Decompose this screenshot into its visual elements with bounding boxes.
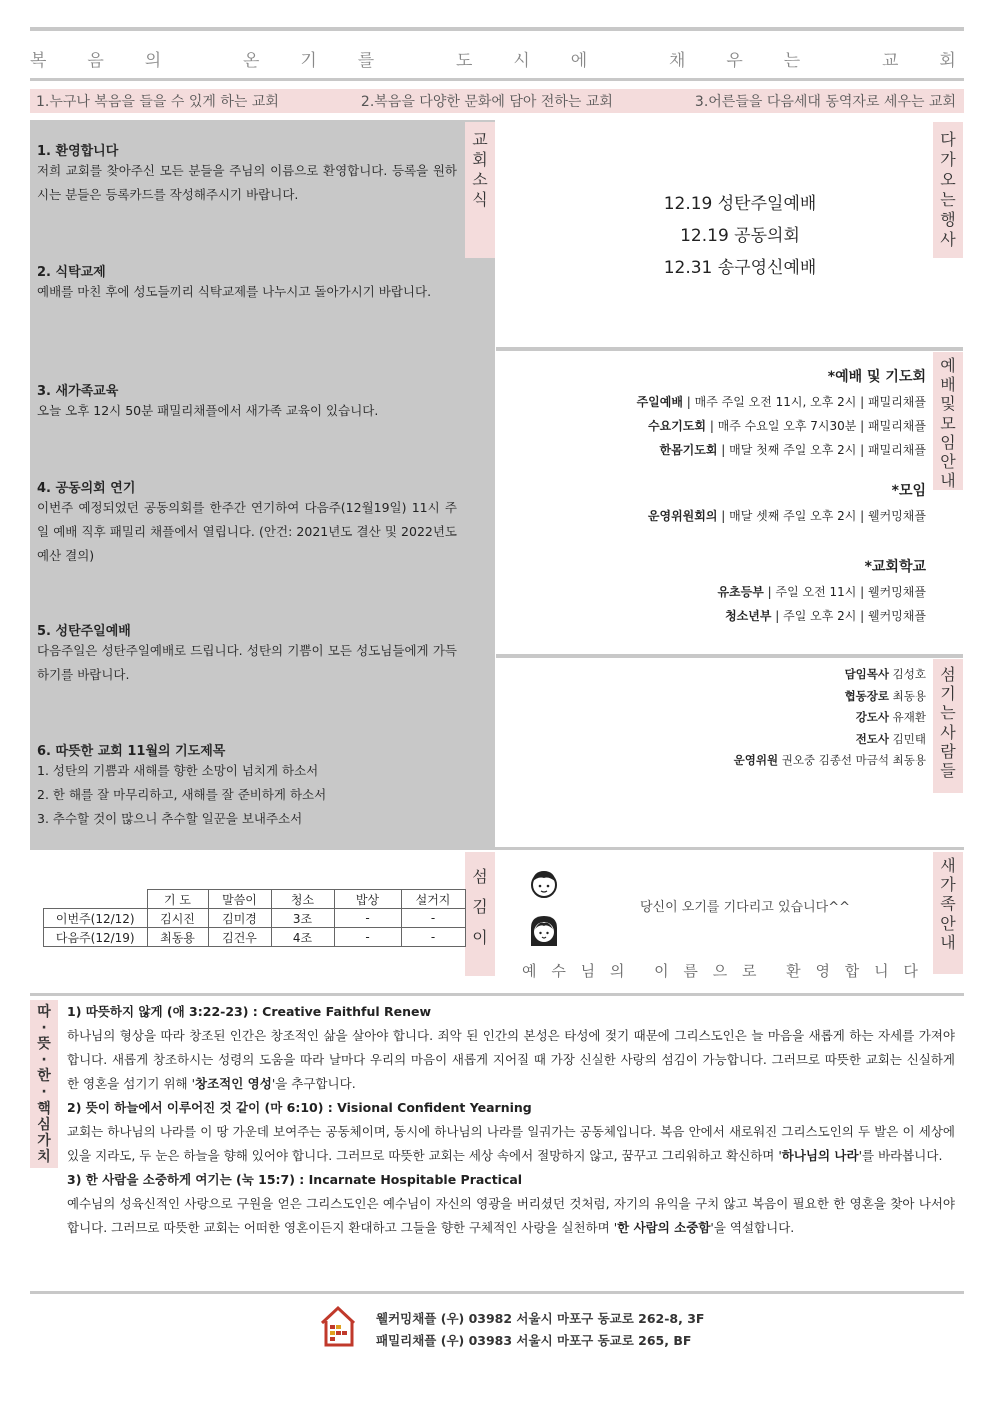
value-1: 1.누구나 복음을 들을 수 있게 하는 교회: [36, 94, 279, 110]
prayer-line: 1. 성탄의 기쁨과 새해를 향한 소망이 넘치게 하소서: [37, 763, 319, 778]
label-char: ·: [41, 1020, 47, 1037]
spaced-char: 시: [513, 51, 530, 71]
worship-guide-label: [933, 352, 963, 490]
news-item-christmas-service: [37, 620, 457, 687]
table-header-cell: 말씀이: [208, 890, 271, 909]
servants-label: [933, 659, 963, 793]
church-values-bar: [30, 89, 964, 113]
servant-role: 운영위원: [733, 753, 779, 767]
motto-rule: [30, 78, 964, 81]
label-char: 가: [940, 875, 956, 895]
servant-row: [734, 664, 926, 686]
schedule-name: 주일예배: [636, 395, 683, 409]
core-value-body: [67, 1192, 955, 1240]
label-char: 기: [940, 684, 956, 704]
body-text: '을 추구합니다.: [271, 1076, 356, 1091]
news-item-fellowship: [37, 261, 457, 304]
label-char: 족: [940, 894, 956, 914]
spaced-char: 도: [456, 51, 473, 71]
schedule-row: [637, 580, 926, 604]
label-char: 배: [940, 375, 956, 395]
schedule-group-title: *예배 및 기도회: [827, 369, 926, 385]
spaced-char: 우: [726, 51, 743, 71]
servant-names: 권오중 김종선 마금석 최동용: [778, 753, 926, 767]
label-char: 안: [940, 913, 956, 933]
table-header-row: [44, 890, 466, 909]
label-char: ·: [41, 1084, 47, 1101]
body-text: 하나님의 형상을 따라 창조된 인간은 창조적인 삶을 살아야 합니다. 죄악 된 인간의 본성은 타성에 젖기 때문에 그리스도인은 늘 마음을 새롭게 하는 자세를 가져야합니다. 새롭게 창조하시는 성령의 도움을 따라 날마다 우리의 마음이 새롭게 지어질 때 가장 신실한 사랑의 섬김이 가능합니다. 그러므로 따뜻한 교회는 신실하게 한 영혼을 섬기기 위해 ': [67, 1028, 956, 1091]
body-text: 예수님의 성육신적인 사랑으로 구원을 얻은 그리스도인은 예수님이 자신의 영광을 버리셨던 것처럼, 자기의 유익을 구치 않고 복음이 필요한 한 영혼을 찾아 나서야 합니다. 그러므로 따뜻한 교회는 어떠한 영혼이든지 환대하고 그들을 향한 구체적인 사랑을 실천하며 ': [67, 1196, 955, 1235]
table-header-cell: 밥상: [334, 890, 401, 909]
schedule-name: 운영위원회의: [647, 509, 718, 523]
label-char: 행: [940, 210, 956, 229]
servant-names: 김성호: [889, 667, 926, 681]
servant-row: [734, 729, 926, 751]
event-item: 12.31 송구영신예배: [663, 258, 817, 278]
label-char: 모: [940, 413, 956, 433]
core-value-3: [67, 1168, 955, 1240]
core-values: [67, 1000, 955, 1240]
label-char: 사: [940, 230, 956, 249]
spaced-char: 환: [786, 962, 801, 980]
label-char: 김: [472, 897, 488, 917]
label-char: 뜻: [37, 1036, 51, 1053]
table-cell: 3조: [271, 909, 334, 928]
servant-role: 전도사: [855, 731, 890, 746]
spaced-char: 로: [742, 962, 757, 980]
core-value-body: [67, 1120, 955, 1168]
spaced-char: 니: [874, 962, 889, 980]
table-cell: -: [334, 928, 401, 947]
news-body: 저희 교회를 찾아주신 모든 분들을 주님의 이름으로 환영합니다. 등록을 원하시는 분들은 등록카드를 작성해주시기 바랍니다.: [37, 163, 457, 202]
news-bottom-rule: [30, 847, 964, 850]
core-value-2: [67, 1096, 955, 1168]
spaced-char: 다: [903, 962, 918, 980]
value-3: 3.어른들을 다음세대 동역자로 세우는 교회: [694, 94, 956, 110]
schedule-row: [637, 390, 926, 414]
label-char: 는: [940, 703, 956, 723]
table-row: [44, 909, 466, 928]
event-item: 12.19 공동의회: [680, 226, 800, 246]
table-header-cell: 설거지: [401, 890, 465, 909]
schedule-group-title: *교회학교: [864, 559, 926, 575]
table-header-cell: 기 도: [147, 890, 208, 909]
table-cell: 다음주(12/19): [44, 928, 148, 947]
spaced-char: 예: [522, 962, 537, 980]
label-char: 식: [472, 190, 488, 209]
schedule-row: [637, 604, 926, 628]
events-divider: [496, 347, 963, 351]
news-item-welcome: [37, 140, 457, 207]
spaced-char: 님: [580, 962, 596, 980]
label-char: 따: [37, 1004, 51, 1020]
spaced-char: 에: [570, 51, 588, 71]
news-body: 다음주일은 성탄주일예배로 드립니다. 성탄의 기쁨이 모든 성도님들에게 가득하기를 바랍니다.: [37, 643, 457, 682]
girl-face-icon: [527, 912, 561, 950]
label-char: 오: [940, 170, 956, 189]
news-item-prayer-topics: [37, 740, 457, 831]
prayer-line: 3. 추수할 것이 많으니 추수할 일꾼을 보내주소서: [37, 811, 303, 826]
table-cell: 최동용: [147, 928, 208, 947]
schedule-name: 유초등부: [717, 585, 764, 599]
news-item-newcomer-education: [37, 380, 457, 423]
news-body: 오늘 오후 12시 50분 패밀리채플에서 새가족 교육이 있습니다.: [37, 403, 379, 418]
upcoming-events: [560, 188, 920, 284]
label-char: 섬: [940, 665, 956, 684]
worship-schedule: [637, 364, 926, 628]
serving-label: [465, 852, 495, 976]
news-title: 1. 환영합니다: [37, 144, 119, 159]
emphasis-text: 창조적인 영성: [195, 1076, 272, 1091]
core-top-rule: [30, 993, 964, 996]
servant-row: [734, 707, 926, 729]
spaced-char: 으: [712, 962, 728, 980]
servant-role: 협동장로: [844, 688, 890, 703]
newcomer-label: [933, 852, 963, 974]
label-char: 및: [940, 394, 956, 414]
upcoming-events-label: [933, 122, 963, 258]
servant-role: 강도사: [855, 710, 890, 724]
spaced-char: 회: [939, 51, 956, 71]
schedule-detail: | 매주 수요일 오후 7시30분 | 패밀리채플: [706, 419, 926, 433]
label-char: 람: [940, 741, 956, 761]
spaced-char: 합: [844, 962, 860, 980]
spaced-char: 영: [815, 962, 830, 980]
schedule-detail: | 매주 주일 오전 11시, 오후 2시 | 패밀리채플: [682, 395, 926, 409]
spaced-char: 수: [551, 962, 566, 980]
table-cell: -: [401, 928, 465, 947]
table-header-cell: [44, 890, 148, 909]
spaced-char: 채: [669, 51, 686, 71]
spaced-char: 를: [357, 51, 375, 71]
prayer-line: 2. 한 해를 잘 마무리하고, 새해를 잘 준비하게 하소서: [37, 787, 327, 802]
body-text: '를 바라봅니다.: [858, 1148, 943, 1163]
news-item-meeting-postponed: [37, 477, 457, 568]
spaced-char: 음: [87, 51, 104, 71]
core-value-title: 1) 따뜻하지 않게 (애 3:22-23) : Creative Faithful Renew: [67, 1004, 432, 1019]
spaced-char: 교: [882, 51, 899, 71]
boy-face-icon: [527, 866, 561, 900]
label-char: 교: [472, 130, 488, 149]
core-value-title: 2) 뜻이 하늘에서 이루어진 것 같이 (마 6:10) : Visional Confident Yearning: [67, 1100, 532, 1115]
label-char: 안: [940, 451, 956, 471]
table-cell: -: [334, 909, 401, 928]
schedule-detail: | 매달 첫째 주일 오후 2시 | 패밀리채플: [717, 443, 926, 457]
schedule-group-title: *모임: [891, 483, 926, 499]
servant-role: 담임목사: [844, 667, 890, 681]
news-title: 4. 공동의회 연기: [37, 481, 136, 496]
spaced-char: 의: [144, 51, 162, 71]
core-value-body: [67, 1024, 955, 1096]
label-char: 섬: [472, 867, 488, 886]
serving-table: [43, 889, 466, 947]
spaced-char: 복: [30, 51, 47, 71]
label-char: 핵: [37, 1100, 51, 1117]
news-title: 6. 따뜻한 교회 11월의 기도제목: [37, 744, 226, 759]
body-text: 교회는 하나님의 나라를 이 땅 가운데 보여주는 공동체이며, 동시에 하나님의 나라를 일궈가는 공동체입니다. 복음 안에서 새로워진 그리스도인의 두 발은 이 세상에 있을 지라도, 두 눈은 하늘을 향해 있어야 합니다. 그러므로 따뜻한 교회는 세상 속에서 절망하지 않고, 꿈꾸고 그리워하고 확신하며 ': [67, 1124, 955, 1163]
spaced-char: 름: [683, 962, 698, 980]
label-char: 심: [37, 1116, 51, 1133]
label-char: 소: [472, 170, 488, 189]
label-char: ·: [41, 1052, 47, 1069]
table-header-cell: 청소: [271, 890, 334, 909]
emphasis-text: 한 사람의 소중함: [617, 1220, 711, 1235]
schedule-row: [637, 504, 926, 528]
table-cell: 이번주(12/12): [44, 909, 148, 928]
label-char: 가: [940, 150, 956, 169]
schedule-row: [637, 438, 926, 462]
label-char: 는: [940, 190, 956, 209]
label-char: 내: [940, 471, 956, 491]
news-title: 5. 성탄주일예배: [37, 624, 131, 639]
schedule-detail: | 주일 오후 2시 | 웰커밍채플: [771, 609, 926, 623]
worship-divider: [496, 654, 963, 658]
label-char: 가: [37, 1132, 51, 1149]
body-text: '을 역설합니다.: [710, 1220, 795, 1235]
top-rule: [30, 27, 964, 31]
label-char: 예: [940, 356, 956, 375]
value-2: 2.복음을 다양한 문화에 담아 전하는 교회: [360, 94, 613, 110]
core-value-title: 3) 한 사람을 소중하게 여기는 (눅 15:7) : Incarnate Hospitable Practical: [67, 1172, 523, 1187]
label-char: 들: [940, 760, 956, 780]
table-cell: 김시진: [147, 909, 208, 928]
spaced-char: 의: [609, 962, 625, 980]
servant-names: 최동용: [889, 688, 926, 703]
church-addresses: [376, 1308, 704, 1352]
servant-names: 유재환: [889, 710, 926, 724]
label-char: 치: [37, 1148, 51, 1165]
label-char: 이: [472, 927, 488, 947]
schedule-row: [637, 414, 926, 438]
news-body: 이번주 예정되었던 공동의회를 한주간 연기하여 다음주(12월19일) 11시 주일 예배 직후 패밀리 채플에서 열립니다. (안건: 2021년도 결산 및 2022년도 예산 결의): [37, 500, 457, 563]
label-char: 한: [37, 1068, 51, 1085]
servants-list: [734, 664, 926, 772]
table-cell: 4조: [271, 928, 334, 947]
spaced-char: 는: [783, 51, 801, 71]
schedule-detail: | 매달 셋째 주일 오후 2시 | 웰커밍채플: [717, 509, 926, 523]
schedule-name: 한몸기도회: [659, 443, 718, 457]
label-char: 다: [940, 130, 956, 149]
event-item: 12.19 성탄주일예배: [663, 194, 817, 214]
core-values-label: [30, 1000, 58, 1168]
address-line: 웰커밍채플 (우) 03982 서울시 마포구 동교로 262-8, 3F: [376, 1311, 705, 1326]
emphasis-text: 하나님의 나라: [781, 1148, 859, 1163]
spaced-char: 온: [243, 51, 260, 71]
servant-row: [734, 686, 926, 708]
address-line: 패밀리채플 (우) 03983 서울시 마포구 동교로 265, BF: [376, 1333, 692, 1348]
core-value-1: [67, 1000, 955, 1096]
church-news-label: [465, 122, 495, 258]
servant-names: 김민태: [889, 731, 926, 746]
footer-rule: [30, 1291, 964, 1294]
table-cell: 김건우: [208, 928, 271, 947]
label-char: 회: [472, 150, 488, 169]
label-char: 새: [940, 856, 956, 875]
church-motto: [30, 46, 956, 71]
table-cell: 김미경: [208, 909, 271, 928]
table-cell: -: [401, 909, 465, 928]
schedule-name: 수요기도회: [648, 419, 707, 433]
spaced-char: 이: [654, 962, 669, 980]
church-logo-icon: [318, 1303, 358, 1349]
schedule-name: 청소년부: [725, 609, 772, 623]
news-title: 3. 새가족교육: [37, 384, 119, 399]
schedule-detail: | 주일 오전 11시 | 웰커밍채플: [763, 585, 926, 599]
table-row: [44, 928, 466, 947]
spaced-char: 기: [300, 51, 317, 71]
label-char: 임: [940, 432, 956, 452]
label-char: 내: [940, 932, 956, 952]
news-body: 예배를 마친 후에 성도들끼리 식탁교제를 나누시고 돌아가시기 바랍니다.: [37, 284, 432, 299]
servant-row: [734, 750, 926, 772]
newcomer-message: 당신이 오기를 기다리고 있습니다^^: [640, 900, 850, 915]
news-title: 2. 식탁교제: [37, 265, 106, 280]
label-char: 사: [940, 722, 956, 742]
welcome-message: [522, 960, 918, 981]
